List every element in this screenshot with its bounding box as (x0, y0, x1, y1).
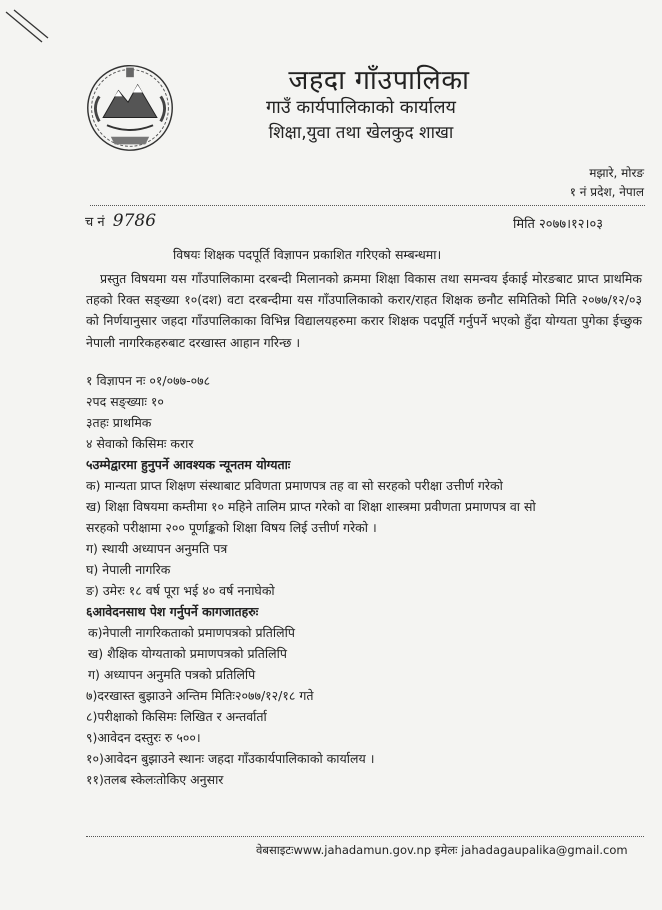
list-item: ७)दरखास्त बुझाउने अन्तिम मितिः२०७७/१२/१८ गते (86, 688, 314, 703)
list-item: ख) शैक्षिक योग्यताको प्रमाणपत्रको प्रतिलिपि (88, 646, 287, 661)
reference-value: 9786 (112, 211, 157, 231)
address-line-1: मझारे, मोरङ (589, 166, 644, 180)
list-item: १ विज्ञापन नः ०१/०७७-०७८ (86, 373, 211, 388)
footer-divider (86, 836, 644, 837)
letter-date: मिति २०७७।१२।०३ (513, 217, 603, 232)
list-item: ख) शिक्षा विषयमा कम्तीमा १० महिने तालिम प्राप्त गरेको वा शिक्षा शास्त्रमा प्रवीणता प्रमाणपत्र वा सो (86, 499, 536, 514)
list-item: क) मान्यता प्राप्त शिक्षण संस्थाबाट प्रविणता प्रमाणपत्र तह वा सो सरहको परीक्षा उत्तीर्ण गरेको (86, 478, 503, 493)
list-item: घ) नेपाली नागरिक (86, 562, 171, 577)
subject-line: विषयः शिक्षक पदपूर्ति विज्ञापन प्रकाशित गरिएको सम्बन्धमा। (173, 247, 442, 262)
address-line-2: १ नं प्रदेश, नेपाल (569, 185, 644, 199)
list-item: ङ) उमेरः १८ वर्ष पूरा भई ४० वर्ष ननाघेको (86, 583, 275, 598)
list-item: ८)परीक्षाको किसिमः लिखित र अन्तर्वार्ता (86, 709, 267, 724)
list-item: क)नेपाली नागरिकताको प्रमाणपत्रको प्रतिलिपि (88, 625, 295, 640)
handwritten-slash-marks (2, 6, 52, 46)
list-item: १०)आवेदन बुझाउने स्थानः जहदा गाँउकार्यपालिकाको कार्यालय । (86, 751, 375, 766)
list-item: सरहको परीक्षामा २०० पूर्णाङ्कको शिक्षा विषय लिई उत्तीर्ण गरेको । (86, 520, 377, 535)
body-paragraph: प्रस्तुत विषयमा यस गाँउपालिकामा दरबन्दी मिलानको क्रममा शिक्षा विकास तथा समन्वय ईकाई मोरङबाट प्राप्त प्राथमिक तहको रिक्त सङ्ख्या १०(दश) वटा दरबन्दीमा यस गाँउपालिकाको करार/राहत शिक्षक छनौट समितिको मिति २०७७/१२/०३ को निर्णयानुसार जहदा गाँउपालिकाका विभिन्न विद्यालयहरुमा करार शिक्षक पदपूर्ति गर्नुपर्ने भएको हुँदा योग्यता पुगेका ईच्छुक नेपाली नागरिकहरुबाट दरखास्त आहान गरिन्छ । (86, 271, 642, 350)
list-item: २पद सङ्ख्याः १० (86, 394, 164, 409)
section-name: शिक्षा,युवा तथा खेलकुद शाखा (268, 123, 454, 143)
list-item: ९)आवेदन दस्तुरः रु ५००। (86, 730, 201, 745)
list-item: ३तहः प्राथमिक (86, 415, 152, 430)
list-item: ११)तलब स्केलःतोकिए अनुसार (86, 772, 224, 787)
list-item: ४ सेवाको किसिमः करार (86, 436, 194, 451)
reference-label: च नं (85, 215, 105, 230)
header-divider (90, 205, 645, 206)
list-heading: ५उम्मेद्वारमा हुनुपर्ने आवश्यक न्यूनतम योग्यताः (86, 457, 291, 472)
municipality-name: जहदा गाँउपालिका (288, 65, 470, 96)
list-item: ग) अध्यापन अनुमति पत्रको प्रतिलिपि (88, 667, 256, 682)
reference-number (85, 211, 156, 231)
footer-contact: वेबसाइटःwww.jahadamun.gov.np इमेलः jahadagaupalika@gmail.com (256, 843, 628, 857)
list-heading: ६आवेदनसाथ पेश गर्नुपर्ने कागजातहरुः (86, 604, 259, 619)
office-name: गाउँ कार्यपालिकाको कार्यालय (266, 97, 456, 118)
list-item: ग) स्थायी अध्यापन अनुमति पत्र (86, 541, 228, 556)
